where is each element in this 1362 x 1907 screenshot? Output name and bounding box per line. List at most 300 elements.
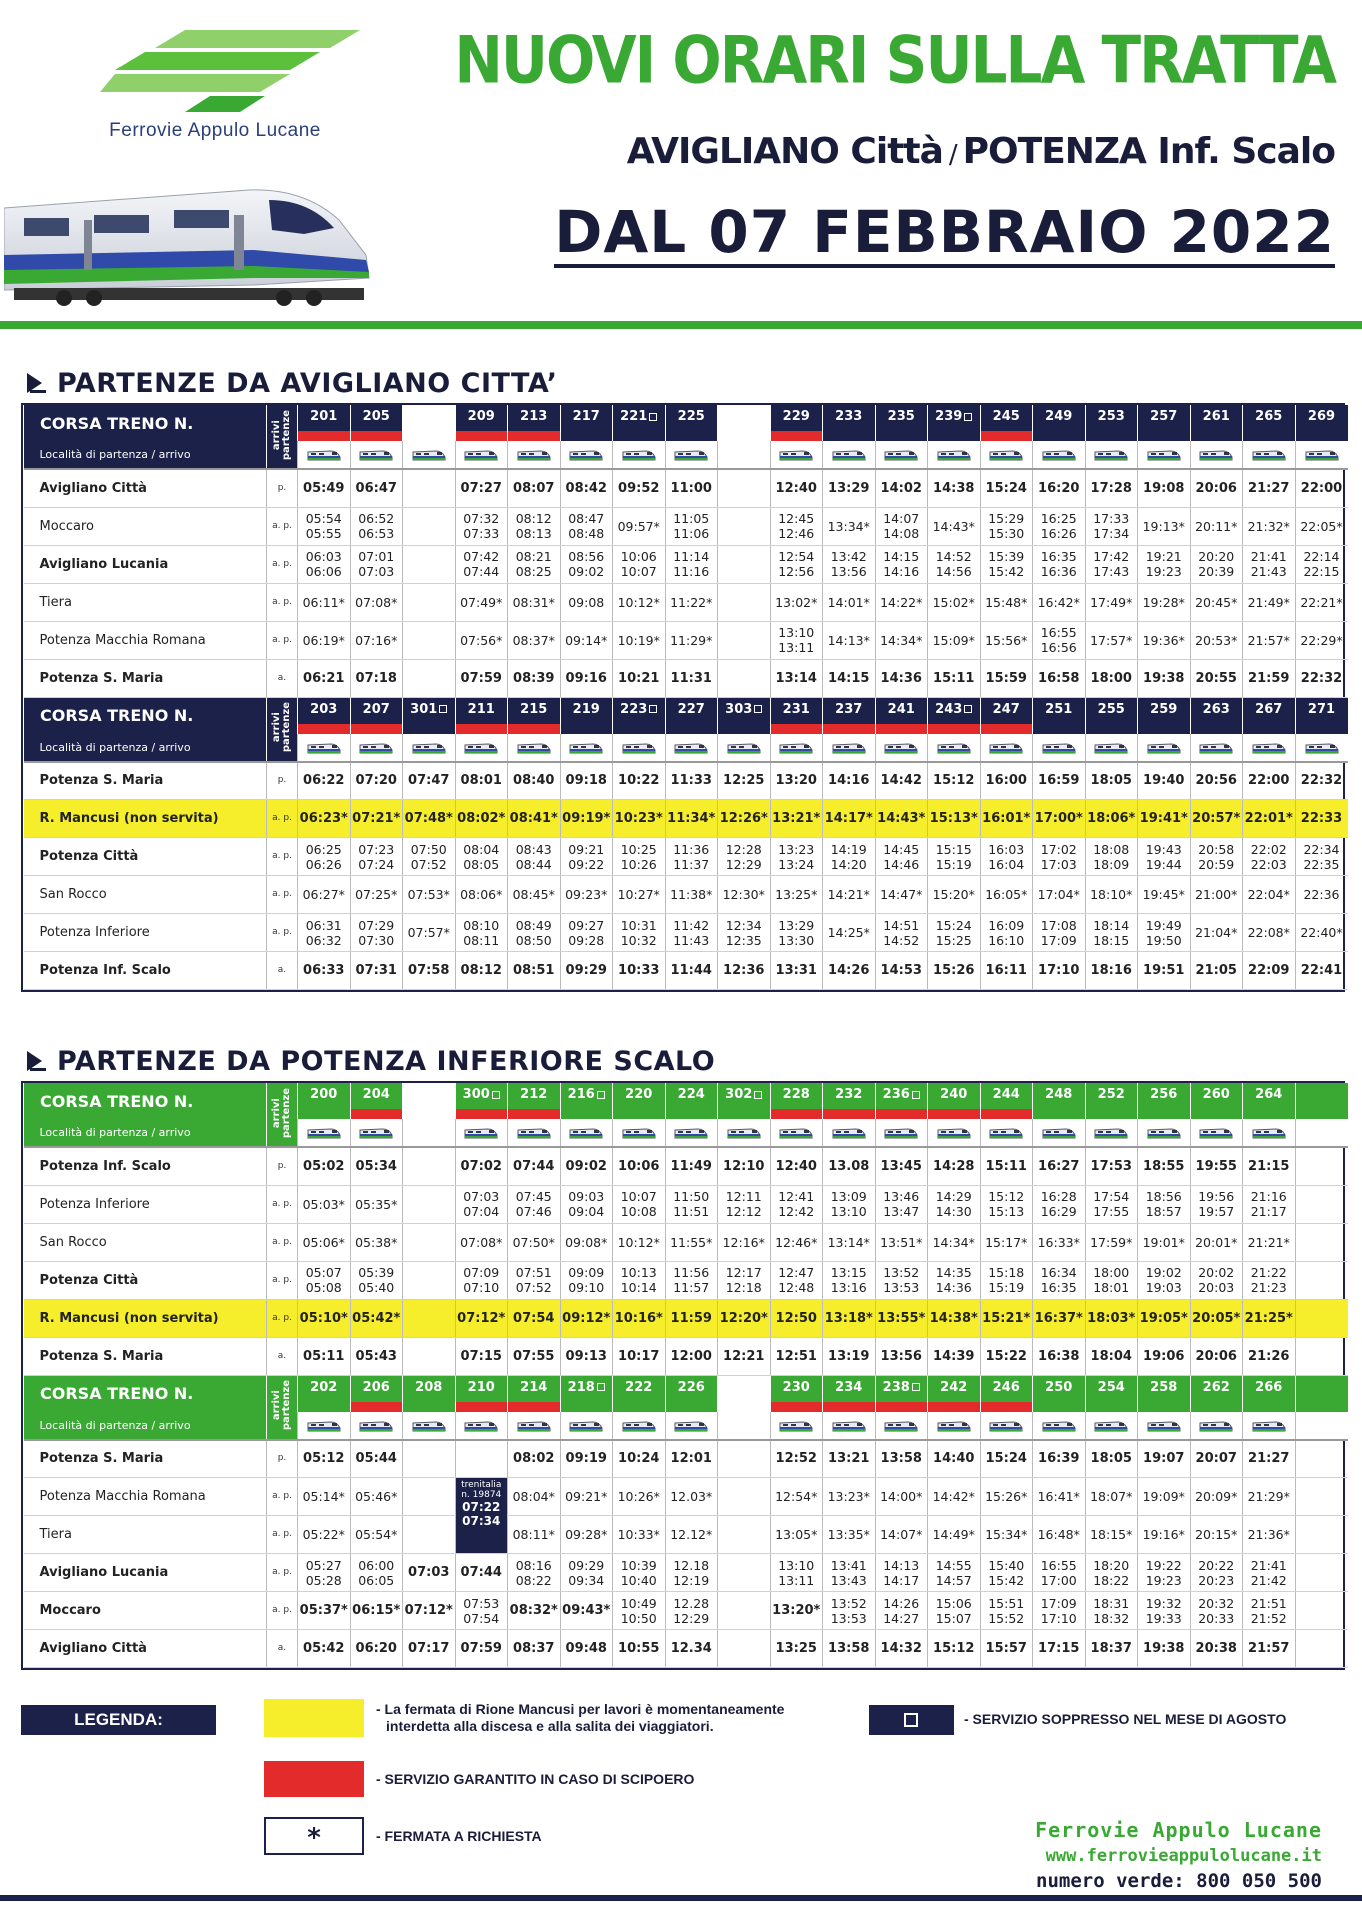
train-icon	[298, 441, 351, 469]
station-row	[24, 952, 1348, 990]
square-icon	[754, 705, 762, 713]
train-number	[718, 405, 771, 441]
time-cell: 10:21	[613, 659, 666, 697]
time-cell: 13:10 13:11	[770, 1554, 823, 1592]
time-cell: 19:07	[1138, 1440, 1191, 1478]
time-cell: 09:43*	[560, 1592, 613, 1630]
time-cell	[1295, 1147, 1348, 1185]
corsa-label: CORSA TRENO N.	[24, 1376, 267, 1412]
time-cell: 07:17	[403, 1630, 456, 1668]
time-cell: 13:55*	[875, 1299, 928, 1337]
time-cell	[403, 507, 456, 545]
train-icon	[718, 1119, 771, 1147]
time-cell: 16:48*	[1033, 1516, 1086, 1554]
arrival-departure-flag: p.	[267, 1147, 298, 1185]
time-cell: 13:25*	[770, 876, 823, 914]
station-row	[24, 876, 1348, 914]
empty-cell	[1295, 1119, 1348, 1147]
station-row	[24, 1554, 1348, 1592]
time-cell	[718, 545, 771, 583]
train-number: 223	[613, 698, 666, 734]
fal-logo	[90, 30, 360, 115]
localita-row	[24, 1119, 1348, 1147]
time-cell: 19:55	[1190, 1147, 1243, 1185]
section-title-potenza	[27, 1046, 715, 1077]
time-cell: 21:57	[1243, 1630, 1296, 1668]
time-cell: 16:55 16:56	[1033, 621, 1086, 659]
train-icon	[455, 734, 508, 762]
station-name: R. Mancusi (non servita)	[24, 800, 267, 838]
train-number: 213	[508, 405, 561, 441]
time-cell: 21:59	[1243, 659, 1296, 697]
arrival-departure-flag: a. p.	[267, 545, 298, 583]
train-number: 221	[613, 405, 666, 441]
time-cell: 19:51	[1138, 952, 1191, 990]
time-cell: 16:27	[1033, 1147, 1086, 1185]
time-cell: 13:29	[823, 469, 876, 507]
square-icon	[439, 705, 447, 713]
time-cell: 20:05*	[1190, 1299, 1243, 1337]
time-cell: 10:23*	[613, 800, 666, 838]
time-cell: 05:12	[298, 1440, 351, 1478]
time-cell: 12:54*	[770, 1478, 823, 1516]
station-name: San Rocco	[24, 1223, 267, 1261]
time-cell: 14:17*	[823, 800, 876, 838]
time-cell: 15:20*	[928, 876, 981, 914]
train-icon	[770, 734, 823, 762]
time-cell: 15:13*	[928, 800, 981, 838]
arrivi-partenze-label	[267, 698, 298, 762]
time-cell: 12:16*	[718, 1223, 771, 1261]
time-cell: 06:52 06:53	[350, 507, 403, 545]
time-cell: 07:44	[508, 1147, 561, 1185]
time-cell	[1295, 1516, 1348, 1554]
time-cell: 21:29*	[1243, 1478, 1296, 1516]
time-cell: 15:40 15:42	[980, 1554, 1033, 1592]
time-cell: 07:54	[508, 1299, 561, 1337]
train-icon	[1138, 734, 1191, 762]
train-number: 244	[980, 1083, 1033, 1119]
time-cell: 06:20	[350, 1630, 403, 1668]
time-cell: 17:15	[1033, 1630, 1086, 1668]
train-icon	[823, 734, 876, 762]
time-cell: 13:42 13:56	[823, 545, 876, 583]
time-cell: 12:47 12:48	[770, 1261, 823, 1299]
arrival-departure-flag: a. p.	[267, 1516, 298, 1554]
strike-guaranteed-marker	[508, 1402, 560, 1412]
time-cell: 15:29 15:30	[980, 507, 1033, 545]
train-icon	[1085, 1412, 1138, 1440]
time-cell: 08:31*	[508, 583, 561, 621]
time-cell: 13:31	[770, 952, 823, 990]
time-cell	[718, 1516, 771, 1554]
time-cell: 19:36*	[1138, 621, 1191, 659]
time-cell: 06:15*	[350, 1592, 403, 1630]
time-cell: 21:22 21:23	[1243, 1261, 1296, 1299]
train-number: 262	[1190, 1376, 1243, 1412]
time-cell: 07:21*	[350, 800, 403, 838]
arrivi-partenze-label	[267, 405, 298, 469]
time-cell: 08:40	[508, 762, 561, 800]
time-cell: 05:43	[350, 1337, 403, 1375]
time-cell: 08:16 08:22	[508, 1554, 561, 1592]
square-icon	[649, 705, 657, 713]
strike-guaranteed-marker	[876, 1402, 928, 1412]
strike-guaranteed-marker	[771, 724, 823, 734]
time-cell: 16:37*	[1033, 1299, 1086, 1337]
arrival-departure-flag: p.	[267, 469, 298, 507]
strike-guaranteed-marker	[928, 1402, 980, 1412]
time-cell: 18:56 18:57	[1138, 1185, 1191, 1223]
station-row	[24, 1440, 1348, 1478]
arrival-departure-flag: a.	[267, 1630, 298, 1668]
time-cell: 16:11	[980, 952, 1033, 990]
strike-guaranteed-marker	[508, 724, 560, 734]
train-icon	[560, 734, 613, 762]
legend-red-swatch	[264, 1761, 364, 1797]
footer-phone: numero verde: 800 050 500	[1036, 1870, 1322, 1892]
time-cell: 14:32	[875, 1630, 928, 1668]
strike-guaranteed-marker	[298, 431, 350, 441]
time-cell: 07:58	[403, 952, 456, 990]
arrivi-partenze-label	[267, 1376, 298, 1440]
train-number: 300	[455, 1083, 508, 1119]
time-cell: 12:10	[718, 1147, 771, 1185]
time-cell: 21:16 21:17	[1243, 1185, 1296, 1223]
square-icon	[964, 413, 972, 421]
time-cell: 14:26	[823, 952, 876, 990]
time-cell: 14:49*	[928, 1516, 981, 1554]
station-row	[24, 914, 1348, 952]
footer	[1035, 1818, 1322, 1892]
time-cell	[718, 507, 771, 545]
localita-row	[24, 441, 1348, 469]
station-name: Potenza S. Maria	[24, 762, 267, 800]
square-icon	[754, 1091, 762, 1099]
time-cell: 12.12*	[665, 1516, 718, 1554]
train-number: 212	[508, 1083, 561, 1119]
time-cell: 14:53	[875, 952, 928, 990]
time-cell: 20:45*	[1190, 583, 1243, 621]
time-cell: 22:04*	[1243, 876, 1296, 914]
time-cell: 10:49 10:50	[613, 1592, 666, 1630]
time-cell: 19:02 19:03	[1138, 1261, 1191, 1299]
time-cell: 18:15*	[1085, 1516, 1138, 1554]
time-cell: 07:15	[455, 1337, 508, 1375]
time-cell: 22:08*	[1243, 914, 1296, 952]
station-name: Avigliano Città	[24, 1630, 267, 1668]
time-cell: 06:03 06:06	[298, 545, 351, 583]
train-icon	[1243, 1119, 1296, 1147]
time-cell: 19:49 19:50	[1138, 914, 1191, 952]
time-cell: 09:57*	[613, 507, 666, 545]
time-cell: 07:42 07:44	[455, 545, 508, 583]
time-cell	[403, 1261, 456, 1299]
train-number: 231	[770, 698, 823, 734]
arrival-departure-flag: a. p.	[267, 1478, 298, 1516]
time-cell: 11:56 11:57	[665, 1261, 718, 1299]
time-cell: 21:26	[1243, 1337, 1296, 1375]
time-cell: 20:22 20:23	[1190, 1554, 1243, 1592]
time-cell: 13.08	[823, 1147, 876, 1185]
train-icon	[1138, 1119, 1191, 1147]
strike-guaranteed-marker	[771, 431, 823, 441]
time-cell: 14:07*	[875, 1516, 928, 1554]
train-icon	[980, 734, 1033, 762]
time-cell: 13:23*	[823, 1478, 876, 1516]
station-row	[24, 545, 1348, 583]
station-name: Avigliano Città	[24, 469, 267, 507]
time-cell: 14:40	[928, 1440, 981, 1478]
arrival-departure-flag: p.	[267, 1440, 298, 1478]
time-cell: 16:01*	[980, 800, 1033, 838]
time-cell: 20:07	[1190, 1440, 1243, 1478]
time-cell: 08:37	[508, 1630, 561, 1668]
time-cell: 09:27 09:28	[560, 914, 613, 952]
station-row	[24, 1185, 1348, 1223]
time-cell: 06:19*	[298, 621, 351, 659]
time-cell: 07:45 07:46	[508, 1185, 561, 1223]
train-icon	[928, 1412, 981, 1440]
time-cell: 22:00	[1243, 762, 1296, 800]
time-cell: 07:27	[455, 469, 508, 507]
time-cell: 14:43*	[875, 800, 928, 838]
train-number: 253	[1085, 405, 1138, 441]
train-icon	[613, 441, 666, 469]
train-number: 205	[350, 405, 403, 441]
train-icon	[1295, 734, 1348, 762]
time-cell	[403, 1337, 456, 1375]
time-cell: 17:42 17:43	[1085, 545, 1138, 583]
train-number: 242	[928, 1376, 981, 1412]
time-cell	[403, 659, 456, 697]
train-icon	[508, 1119, 561, 1147]
train-number: 219	[560, 698, 613, 734]
time-cell: 16:38	[1033, 1337, 1086, 1375]
time-cell: 14:35 14:36	[928, 1261, 981, 1299]
time-cell: 18:31 18:32	[1085, 1592, 1138, 1630]
time-cell: 13:52 13:53	[875, 1261, 928, 1299]
arrival-departure-flag: a. p.	[267, 621, 298, 659]
train-number: 202	[298, 1376, 351, 1412]
time-cell: 13:14	[770, 659, 823, 697]
legend-yellow-text: - La fermata di Rione Mancusi per lavori è momentaneamente interdetta alla discesa e alla salita dei viaggiatori.	[376, 1701, 785, 1734]
time-cell: 15:24	[980, 469, 1033, 507]
arrivi-partenze-label	[267, 1083, 298, 1147]
time-cell: 20:11*	[1190, 507, 1243, 545]
trenitalia-note: trenitalia n. 19874 07:22 07:34	[455, 1478, 508, 1554]
corsa-label: CORSA TRENO N.	[24, 698, 267, 734]
time-cell: 09:02	[560, 1147, 613, 1185]
train-icon	[1138, 441, 1191, 469]
time-cell: 07:29 07:30	[350, 914, 403, 952]
train-icon	[875, 1412, 928, 1440]
train-icon	[560, 1412, 613, 1440]
time-cell: 11:55*	[665, 1223, 718, 1261]
train-number: 269	[1295, 405, 1348, 441]
time-cell: 09:28*	[560, 1516, 613, 1554]
train-number-row	[24, 405, 1348, 441]
train-number: 233	[823, 405, 876, 441]
train-icon	[613, 734, 666, 762]
time-cell: 20:53*	[1190, 621, 1243, 659]
footer-website[interactable]: www.ferrovieappulolucane.it	[1045, 1846, 1322, 1866]
train-icon	[980, 441, 1033, 469]
time-cell: 13:05*	[770, 1516, 823, 1554]
time-cell: 19:45*	[1138, 876, 1191, 914]
train-number: 206	[350, 1376, 403, 1412]
time-cell: 18:07*	[1085, 1478, 1138, 1516]
train-icon	[928, 734, 981, 762]
time-cell: 16:28 16:29	[1033, 1185, 1086, 1223]
timetable-block	[23, 1376, 1348, 1669]
train-icon	[1243, 1412, 1296, 1440]
footer-company: Ferrovie Appulo Lucane	[1035, 1818, 1322, 1842]
time-cell: 19:05*	[1138, 1299, 1191, 1337]
time-cell: 05:10*	[298, 1299, 351, 1337]
time-cell: 07:57*	[403, 914, 456, 952]
time-cell: 12:17 12:18	[718, 1261, 771, 1299]
timetable-avigliano	[21, 403, 1345, 992]
time-cell: 11:50 11:51	[665, 1185, 718, 1223]
time-cell	[403, 583, 456, 621]
time-cell: 14:13 14:17	[875, 1554, 928, 1592]
time-cell: 06:31 06:32	[298, 914, 351, 952]
time-cell: 10:12*	[613, 583, 666, 621]
time-cell: 18:16	[1085, 952, 1138, 990]
train-number: 241	[875, 698, 928, 734]
time-cell: 14:26 14:27	[875, 1592, 928, 1630]
strike-guaranteed-marker	[771, 1402, 823, 1412]
train-number: 208	[403, 1376, 456, 1412]
train-icon	[1190, 734, 1243, 762]
time-cell: 18:55	[1138, 1147, 1191, 1185]
time-cell: 09:23*	[560, 876, 613, 914]
train-icon	[298, 1119, 351, 1147]
train-icon	[665, 441, 718, 469]
train-number-row	[24, 1083, 1348, 1119]
time-cell: 16:39	[1033, 1440, 1086, 1478]
time-cell	[1295, 1554, 1348, 1592]
time-cell: 06:27*	[298, 876, 351, 914]
time-cell: 18:04	[1085, 1337, 1138, 1375]
time-cell: 13:56	[875, 1337, 928, 1375]
time-cell: 17:09 17:10	[1033, 1592, 1086, 1630]
train-number: 220	[613, 1083, 666, 1119]
time-cell	[718, 469, 771, 507]
arrivi-label: arrivi partenze	[271, 1087, 292, 1139]
time-cell: 07:01 07:03	[350, 545, 403, 583]
arrival-departure-flag: a. p.	[267, 876, 298, 914]
train-number: 226	[665, 1376, 718, 1412]
time-cell: 11:14 11:16	[665, 545, 718, 583]
strike-guaranteed-marker	[981, 1402, 1033, 1412]
time-cell: 13:41 13:43	[823, 1554, 876, 1592]
time-cell: 18:14 18:15	[1085, 914, 1138, 952]
time-cell: 10:24	[613, 1440, 666, 1478]
time-cell: 07:03 07:04	[455, 1185, 508, 1223]
time-cell: 21:21*	[1243, 1223, 1296, 1261]
train-icon	[1190, 441, 1243, 469]
time-cell: 08:45*	[508, 876, 561, 914]
time-cell: 16:03 16:04	[980, 838, 1033, 876]
time-cell: 13:35*	[823, 1516, 876, 1554]
train-icon	[560, 441, 613, 469]
time-cell: 13:52 13:53	[823, 1592, 876, 1630]
legend-yellow-swatch	[264, 1699, 364, 1737]
time-cell: 22:05*	[1295, 507, 1348, 545]
train-icon	[613, 1119, 666, 1147]
train-icon	[350, 441, 403, 469]
time-cell: 21:32*	[1243, 507, 1296, 545]
time-cell: 13:46 13:47	[875, 1185, 928, 1223]
time-cell: 08:02	[508, 1440, 561, 1478]
train-number: 227	[665, 698, 718, 734]
time-cell: 16:05*	[980, 876, 1033, 914]
time-cell: 05:39 05:40	[350, 1261, 403, 1299]
localita-label: Località di partenza / arrivo	[24, 1119, 267, 1147]
train-icon	[403, 441, 456, 469]
train-number: 203	[298, 698, 351, 734]
time-cell: 20:06	[1190, 469, 1243, 507]
time-cell: 16:09 16:10	[980, 914, 1033, 952]
time-cell: 09:12*	[560, 1299, 613, 1337]
time-cell: 15:12	[928, 762, 981, 800]
train-number: 238	[875, 1376, 928, 1412]
time-cell: 07:51 07:52	[508, 1261, 561, 1299]
station-name: Potenza Città	[24, 1261, 267, 1299]
arrival-departure-flag: a. p.	[267, 507, 298, 545]
station-name: Moccaro	[24, 507, 267, 545]
time-cell: 14:29 14:30	[928, 1185, 981, 1223]
localita-label: Località di partenza / arrivo	[24, 1412, 267, 1440]
time-cell: 05:37*	[298, 1592, 351, 1630]
time-cell: 21:27	[1243, 1440, 1296, 1478]
localita-label: Località di partenza / arrivo	[24, 734, 267, 762]
time-cell: 13:15 13:16	[823, 1261, 876, 1299]
time-cell: 06:33	[298, 952, 351, 990]
time-cell	[1295, 1185, 1348, 1223]
arrival-departure-flag: p.	[267, 762, 298, 800]
train-number: 234	[823, 1376, 876, 1412]
time-cell	[403, 545, 456, 583]
time-cell	[718, 621, 771, 659]
train-icon	[298, 1412, 351, 1440]
train-number: 245	[980, 405, 1033, 441]
time-cell: 20:01*	[1190, 1223, 1243, 1261]
time-cell	[403, 1299, 456, 1337]
time-cell: 16:41*	[1033, 1478, 1086, 1516]
strike-guaranteed-marker	[981, 1109, 1033, 1119]
time-cell: 14:38	[928, 469, 981, 507]
station-row	[24, 838, 1348, 876]
train-number	[1295, 1376, 1348, 1412]
station-row	[24, 621, 1348, 659]
time-cell: 09:48	[560, 1630, 613, 1668]
time-cell: 08:56 09:02	[560, 545, 613, 583]
strike-guaranteed-marker	[351, 1109, 403, 1119]
time-cell: 21:57*	[1243, 621, 1296, 659]
time-cell: 20:56	[1190, 762, 1243, 800]
station-row	[24, 1299, 1348, 1337]
section-title-text: PARTENZE DA POTENZA INFERIORE SCALO	[57, 1046, 716, 1077]
train-icon	[718, 734, 771, 762]
time-cell: 20:02 20:03	[1190, 1261, 1243, 1299]
station-name: Potenza Inferiore	[24, 914, 267, 952]
time-cell: 19:09*	[1138, 1478, 1191, 1516]
time-cell: 08:10 08:11	[455, 914, 508, 952]
time-cell: 08:12	[455, 952, 508, 990]
